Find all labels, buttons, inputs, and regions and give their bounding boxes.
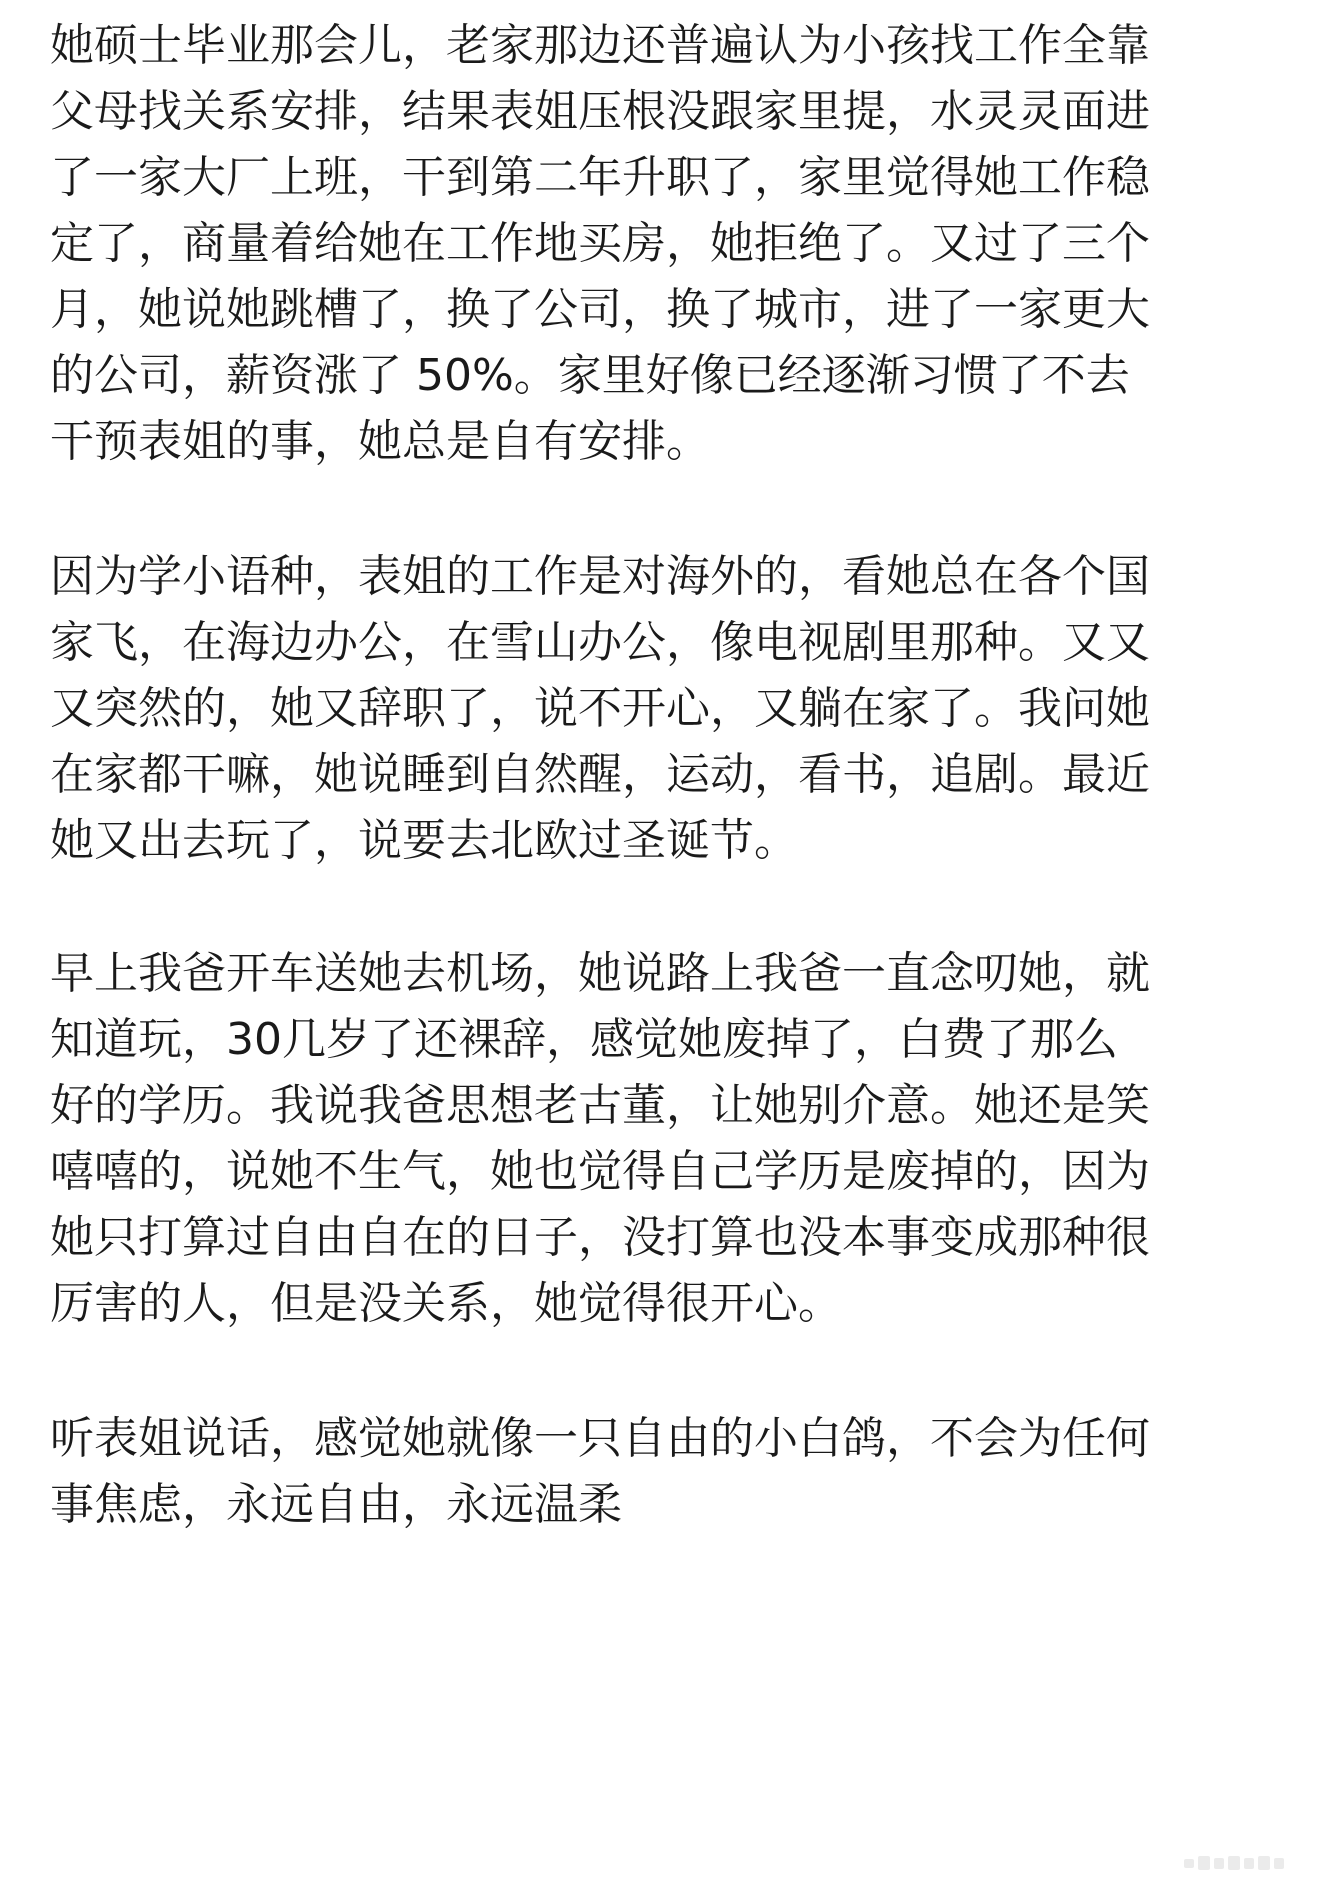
text-line: 听表姐说话，感觉她就像一只自由的小白鸽，不会为任何: [50, 1413, 1150, 1464]
text-line: 干预表姐的事，她总是自有安排。: [50, 416, 710, 467]
text-line: 的公司，薪资涨了 50%。家里好像已经逐渐习惯了不去: [50, 350, 1130, 401]
text-line: 父母找关系安排，结果表姐压根没跟家里提，水灵灵面进: [50, 86, 1150, 137]
text-line: 厉害的人，但是没关系，她觉得很开心。: [50, 1278, 842, 1329]
watermark-logo: [1184, 1852, 1292, 1874]
text-line: 家飞，在海边办公，在雪山办公，像电视剧里那种。又又: [50, 617, 1150, 668]
text-line: 因为学小语种，表姐的工作是对海外的，看她总在各个国: [50, 551, 1150, 602]
text-line: 又突然的，她又辞职了，说不开心，又躺在家了。我问她: [50, 683, 1150, 734]
text-line: 嘻嘻的，说她不生气，她也觉得自己学历是废掉的，因为: [50, 1146, 1150, 1197]
text-line: 她只打算过自由自在的日子，没打算也没本事变成那种很: [50, 1212, 1150, 1263]
text-line: 知道玩，30几岁了还裸辞，感觉她废掉了，白费了那么: [50, 1014, 1118, 1065]
text-line: 她又出去玩了，说要去北欧过圣诞节。: [50, 815, 798, 866]
text-line: 在家都干嘛，她说睡到自然醒，运动，看书，追剧。最近: [50, 749, 1150, 800]
text-line: 她硕士毕业那会儿，老家那边还普遍认为小孩找工作全靠: [50, 20, 1150, 71]
text-line: 早上我爸开车送她去机场，她说路上我爸一直念叨她，就: [50, 948, 1150, 999]
text-line: 了一家大厂上班，干到第二年升职了，家里觉得她工作稳: [50, 152, 1150, 203]
text-line: 好的学历。我说我爸思想老古董，让她别介意。她还是笑: [50, 1080, 1150, 1131]
text-line: 事焦虑，永远自由，永远温柔: [50, 1479, 622, 1530]
text-line: 月，她说她跳槽了，换了公司，换了城市，进了一家更大: [50, 284, 1150, 335]
text-line: 定了，商量着给她在工作地买房，她拒绝了。又过了三个: [50, 218, 1150, 269]
